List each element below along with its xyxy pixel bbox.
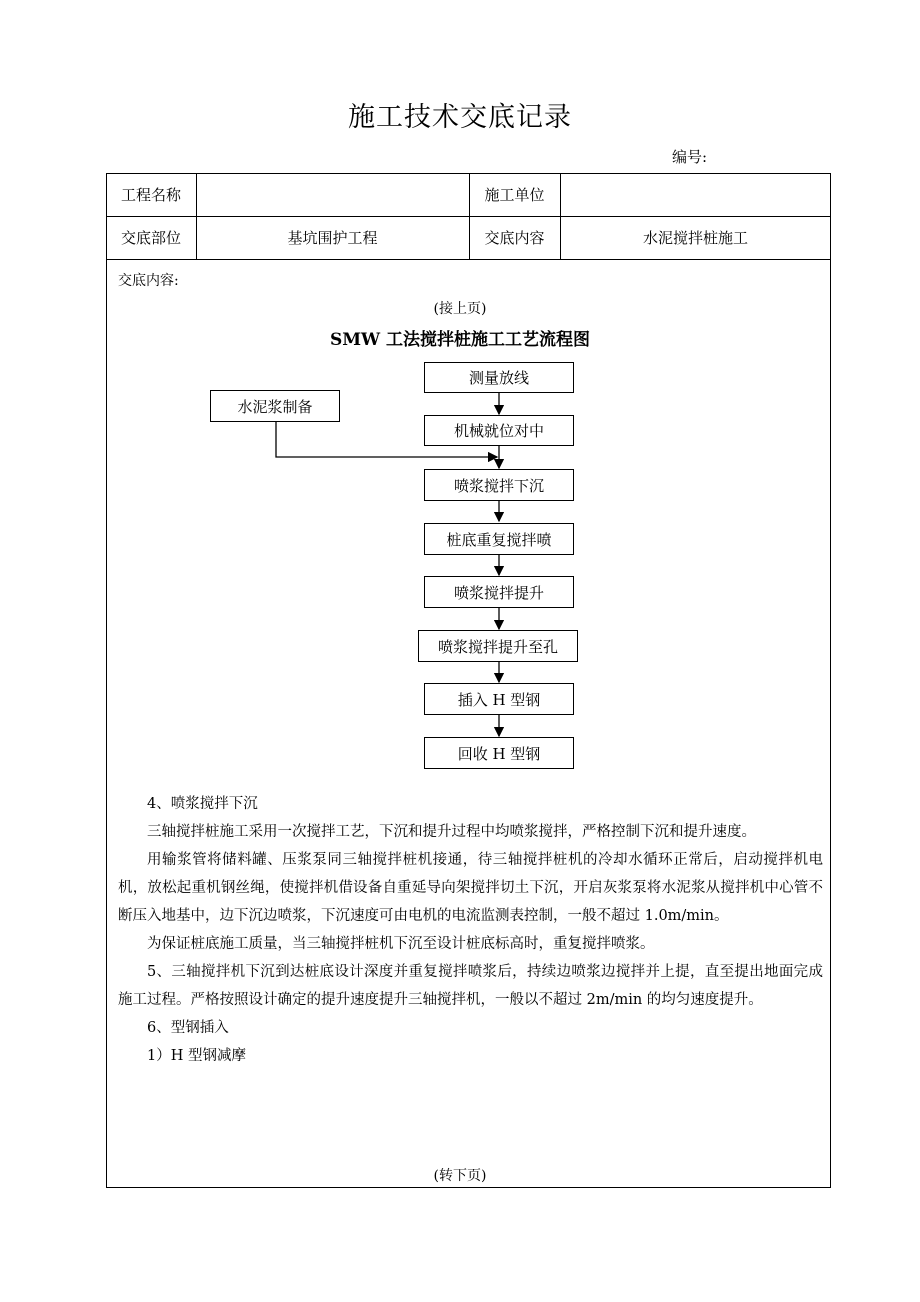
content-label: 交底内容: bbox=[118, 273, 179, 289]
section-6-heading: 6、型钢插入 bbox=[147, 1020, 229, 1036]
flow-step-6: 喷浆搅拌提升至孔 bbox=[418, 630, 578, 662]
page-title: 施工技术交底记录 bbox=[348, 102, 572, 133]
doc-number-label: 编号: bbox=[672, 148, 708, 166]
disclosure-part-value: 基坑围护工程 bbox=[287, 229, 378, 247]
flow-step-side: 水泥浆制备 bbox=[210, 390, 340, 422]
continued-to-note: (转下页) bbox=[433, 1168, 487, 1184]
section-4-paragraph-2: 用输浆管将储料罐、压浆泵同三轴搅拌桩机接通，待三轴搅拌桩机的冷却水循环正常后，启动搅拌机电机，放松起重机钢丝绳，使搅拌机借设备自重延导向架搅拌切土下沉，开启灰浆泵将水泥浆从搅拌机中心管不断压入地基中，边下沉边喷浆，下沉速度可由电机的电流监测表控制，一般不超过 1.0m/min。 bbox=[118, 852, 823, 924]
disclosure-part-label: 交底部位 bbox=[120, 229, 181, 247]
flow-step-1: 测量放线 bbox=[424, 362, 574, 393]
disclosure-content-value: 水泥搅拌桩施工 bbox=[642, 229, 748, 247]
flow-step-4: 桩底重复搅拌喷 bbox=[424, 523, 574, 555]
flow-step-3: 喷浆搅拌下沉 bbox=[424, 469, 574, 501]
flow-step-2: 机械就位对中 bbox=[424, 415, 574, 446]
section-4-heading: 4、喷浆搅拌下沉 bbox=[147, 796, 258, 812]
section-6-1-heading: 1）H 型钢减摩 bbox=[147, 1048, 246, 1064]
section-5-text: 5、三轴搅拌机下沉到达桩底设计深度并重复搅拌喷浆后，持续边喷浆边搅拌并上提，直至提出地面完成施工过程。严格按照设计确定的提升速度提升三轴搅拌机，一般以不超过 2m/min 的均匀速度提升。 bbox=[118, 964, 823, 1008]
disclosure-content-label: 交底内容 bbox=[484, 229, 545, 247]
continued-from-note: (接上页) bbox=[433, 301, 487, 317]
flow-step-5: 喷浆搅拌提升 bbox=[424, 576, 574, 608]
section-4 bbox=[118, 790, 823, 1070]
section-4-paragraph-1: 三轴搅拌桩施工采用一次搅拌工艺，下沉和提升过程中均喷浆搅拌，严格控制下沉和提升速度。 bbox=[147, 824, 756, 840]
contractor-label: 施工单位 bbox=[484, 186, 545, 204]
flow-step-8: 回收 H 型钢 bbox=[424, 737, 574, 769]
project-name-label: 工程名称 bbox=[120, 186, 181, 204]
flowchart-title: SMW 工法搅拌桩施工工艺流程图 bbox=[329, 330, 591, 350]
flow-step-7: 插入 H 型钢 bbox=[424, 683, 574, 715]
section-4-paragraph-3: 为保证桩底施工质量，当三轴搅拌桩机下沉至设计桩底标高时，重复搅拌喷浆。 bbox=[147, 936, 655, 952]
